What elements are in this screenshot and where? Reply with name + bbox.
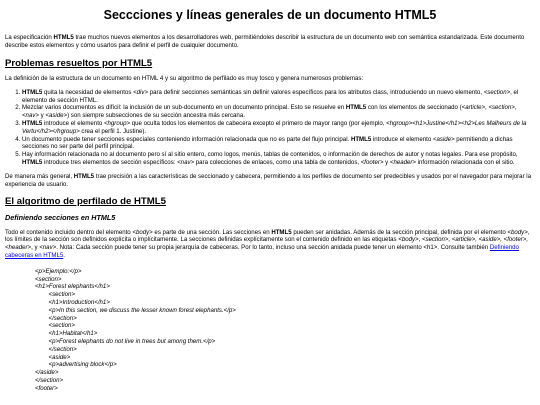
- code-line: </section>: [35, 376, 64, 384]
- code-line: <section>: [35, 322, 75, 330]
- page-title: Seccciones y líneas generales de un documento HTML5: [103, 8, 437, 22]
- defining-sections-paragraph: Todo el contenido incluido dentro del elemento <body> es parte de una sección. Las secciones en HTML5 pueden ser anidadas. Además de la sección principal, definida por el elemento <body>, los límites de la sección son definidos explícita o implícitamente. La secciones definidas explícitamente son el contenido definido en las etiquetas <body>, <section>, <article>, <aside>, <footer>, <header>, y <nav>. Nota: Cada sección puede tener su propia jerarquía de cabeceras. Por lo tanto, incluso una sección anidada puede tener un elemento <h1>. Consulte también Definiendo cabeceras en HTML5.: [5, 228, 530, 259]
- intro-paragraph: La especificación HTML5 trae muchos nuevos elementos a los desarrolladores web, permitiéndoles describir la estructura de un documento web con semántica estandarizada. Este documento describe estos elementos y cómo usarlos para definir el perfil de cualquier documento.: [5, 34, 525, 49]
- list-item: 5. Hay información relacionada no al documento pero sí al sitio entero, como logos, menús, tablas de contenidos, o información de derechos de autor y notas legales. Para ese propósito, HTML5 introduce tres elementos de sección específicos: <nav> para colecciones de enlaces, como una tabla de contenidos, <footer> y <header> información relacionada con el sitio.: [22, 151, 535, 167]
- code-line: </section>: [35, 345, 77, 353]
- code-line: <aside>: [35, 353, 71, 361]
- list-item: 4. Un documento puede tener secciones especiales conteniendo información relacionada que no es parte del flujo principal. HTML5 introduce el elemento <aside> permitiendo a dichas secciones no ser parte del perfil principal.: [22, 136, 535, 152]
- code-example: [5, 268, 535, 393]
- code-line: <p>In this section, we discuss the lesser known forest elephants.</p>: [35, 306, 236, 314]
- problems-closing: De manera más general, HTML5 trae precisión a las características de seccionado y cabecera, permitiendo a los perfiles de documento ser predecibles y usados por el navegador para mejorar la experiencia de usuario.: [5, 172, 532, 188]
- code-line: </aside>: [35, 369, 59, 377]
- code-line: </section>: [35, 314, 77, 322]
- subheading-defining-sections: Definiendo secciones en HTML5: [5, 212, 116, 222]
- code-line: <h1>Introduction</h1>: [35, 298, 110, 306]
- section-heading-algorithm: El algoritmo de perfilado de HTML5: [5, 196, 166, 208]
- code-line: <p>Forest elephants do not live in trees but among them.</p>: [35, 337, 216, 345]
- list-item: 1. HTML5 quita la necesidad de elementos <div> para definir secciones semánticas sin definir valores específicos para los atributos class, introduciendo un nuevo elemento, <section>, el elemento de sección HTML.: [22, 89, 535, 105]
- code-line: <section>: [35, 275, 62, 283]
- code-line: <h1>Habitat</h1>: [35, 330, 98, 338]
- section-heading-problems: Problemas resueltos por HTML5: [5, 57, 153, 69]
- reference-link[interactable]: Definiendo cabeceras en HTML5: [5, 244, 519, 259]
- code-line: <h1>Forest elephants</h1>: [35, 283, 110, 291]
- code-line: <footer>: [35, 384, 58, 392]
- code-line: <p>Ejemplo:</p>: [35, 267, 82, 275]
- code-line: <p>advertising block</p>: [35, 361, 117, 369]
- problems-lead: La definición de la estructura de un documento en HTML 4 y su algoritmo de perfilado es muy tosco y genera numerosos problemas:: [5, 75, 364, 83]
- list-item: 2. Mezclar varios documentos es difícil: la inclusión de un sub-documento en un documento principal. Esto se resuelve en HTML5 con los elementos de seccionado (<article>, <section>, <nav> y <aside>) son siempre subsecciones de su sección ancestra más cercana.: [22, 104, 535, 120]
- list-item: 3. HTML5 introduce el elemento <hgroup> que oculta todos los elementos de cabecera excepto el primero de mayor rango (por ejemplo, <hgroup><h1>Justine</h1><h2>Les Malheurs de la Vertu</h2></hgroup> crea el perfil 1. Justine).: [22, 120, 535, 136]
- code-line: <section>: [35, 291, 75, 299]
- problems-list: [5, 89, 535, 167]
